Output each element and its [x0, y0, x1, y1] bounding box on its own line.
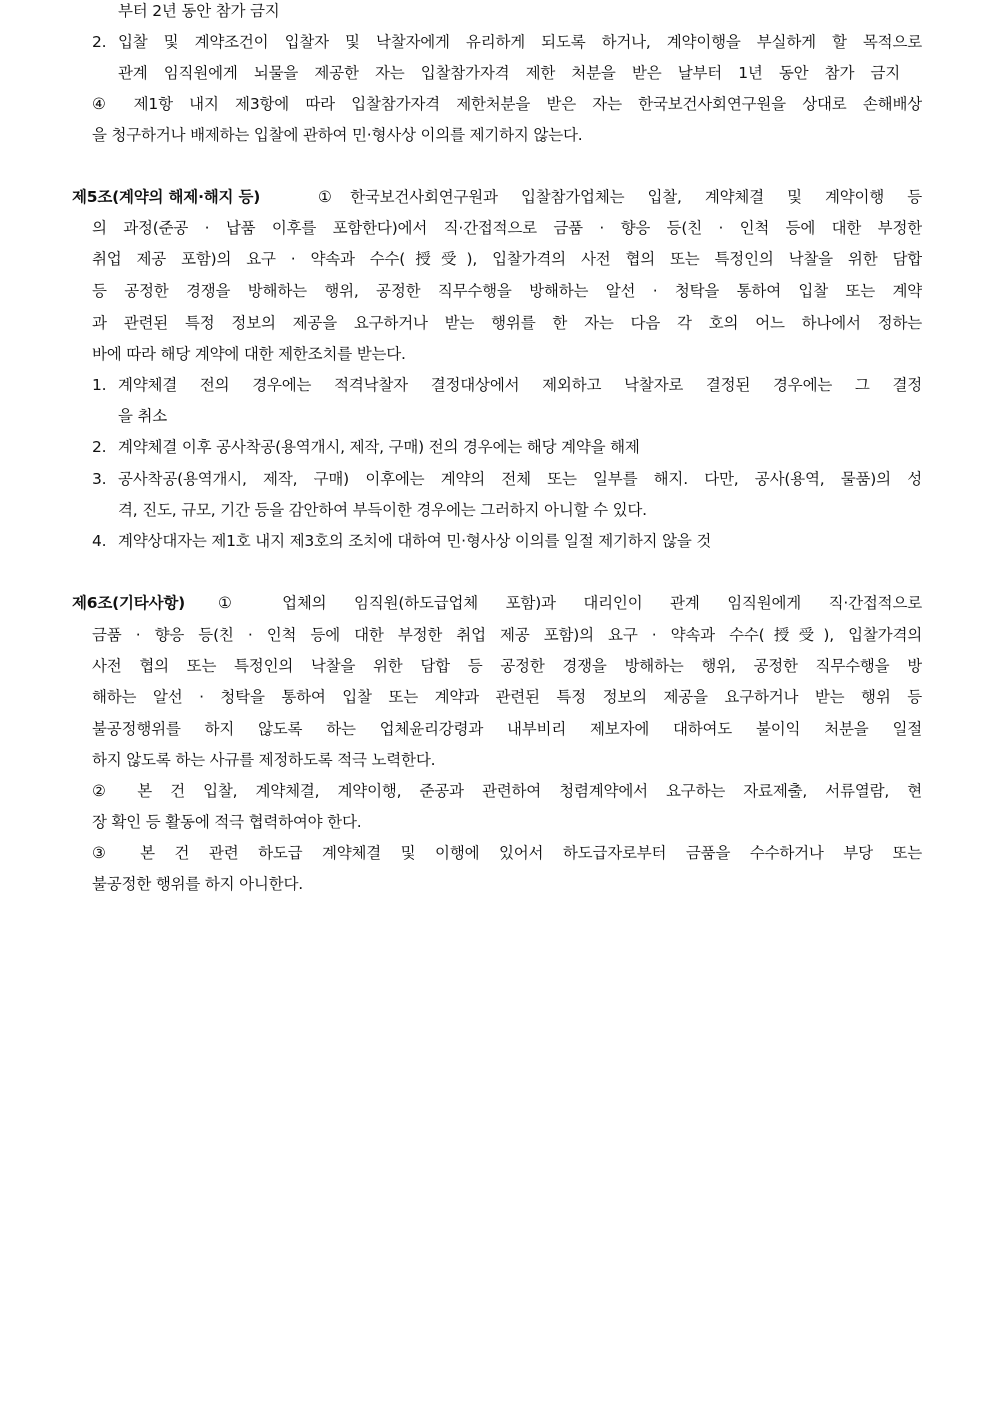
article5-item2-line1: 계약체결 이후 공사착공(용역개시, 제작, 구매) 전의 경우에는 해당 계약을 해제 [118, 438, 640, 456]
article5-item2-number: 2. [92, 438, 107, 456]
article5-item4-line1: 계약상대자는 제1호 내지 제3호의 조치에 대하여 민·형사상 이의를 일절 제기하지 않을 것 [118, 532, 712, 550]
prev-paragraph4-line1: ④ 제1항 내지 제3항에 따라 입찰참가자격 제한처분을 받은 자는 한국보건사회연구원을 상대로 손해배상 [92, 95, 922, 113]
prev-item2-line1: 입찰 및 계약조건이 입찰자 및 낙찰자에게 유리하게 되도록 하거나, 계약이행을 부실하게 할 목적으로 [118, 33, 922, 51]
article5-line6: 바에 따라 해당 계약에 대한 제한조치를 받는다. [92, 345, 406, 363]
article5-line3: 취업 제공 포함)의 요구 · 약속과 수수(授受), 입찰가격의 사전 협의 또는 특정인의 낙찰을 위한 담합 [92, 250, 922, 268]
article5-item1-line1: 계약체결 전의 경우에는 적격낙찰자 결정대상에서 제외하고 낙찰자로 결정된 경우에는 그 결정 [118, 376, 922, 394]
article5-title: 제5조(계약의 해제·해지 등) [72, 188, 261, 206]
article5-line2: 의 과정(준공 · 납품 이후를 포함한다)에서 직·간접적으로 금품 · 향응 등(친 · 인척 등에 대한 부정한 [92, 219, 922, 237]
article6-line2: 금품 · 향응 등(친 · 인척 등에 대한 부정한 취업 제공 포함)의 요구 · 약속과 수수(授受), 입찰가격의 [92, 626, 922, 644]
article6-paragraph3-line2: 불공정한 행위를 하지 아니한다. [92, 875, 303, 893]
article6-paragraph2-line2: 장 확인 등 활동에 적극 협력하여야 한다. [92, 813, 362, 831]
prev-item2-number: 2. [92, 33, 107, 51]
article5-item1-line2: 을 취소 [118, 407, 168, 425]
article5-item4-number: 4. [92, 532, 107, 550]
prev-item2-line2: 관계 임직원에게 뇌물을 제공한 자는 입찰참가자격 제한 처분을 받은 날부터 1년 동안 참가 금지 [118, 64, 900, 82]
article5-line1: ①한국보건사회연구원과 입찰참가업체는 입찰, 계약체결 및 계약이행 등 [318, 188, 922, 206]
article6-line6: 하지 않도록 하는 사규를 제정하도록 적극 노력한다. [92, 751, 436, 769]
article5-line4: 등 공정한 경쟁을 방해하는 행위, 공정한 직무수행을 방해하는 알선 · 청탁을 통하여 입찰 또는 계약 [92, 282, 922, 300]
article5-item3-line2: 격, 진도, 규모, 기간 등을 감안하여 부득이한 경우에는 그러하지 아니할 수 있다. [118, 501, 647, 519]
article6-title: 제6조(기타사항) [72, 594, 185, 612]
article6-paragraph3-line1: ③ 본 건 관련 하도급 계약체결 및 이행에 있어서 하도급자로부터 금품을 수수하거나 부당 또는 [92, 844, 922, 862]
prev-paragraph4-line2: 을 청구하거나 배제하는 입찰에 관하여 민·형사상 이의를 제기하지 않는다. [92, 126, 583, 144]
article6-line1: ① 업체의 임직원(하도급업체 포함)과 대리인이 관계 임직원에게 직·간접적으로 [218, 594, 922, 612]
article6-line5: 불공정행위를 하지 않도록 하는 업체윤리강령과 내부비리 제보자에 대하여도 불이익 처분을 일절 [92, 720, 922, 738]
article5-line5: 과 관련된 특정 정보의 제공을 요구하거나 받는 행위를 한 자는 다음 각 호의 어느 하나에서 정하는 [92, 314, 922, 332]
article5-item3-line1: 공사착공(용역개시, 제작, 구매) 이후에는 계약의 전체 또는 일부를 해지. 다만, 공사(용역, 물품)의 성 [118, 470, 922, 488]
article6-line3: 사전 협의 또는 특정인의 낙찰을 위한 담합 등 공정한 경쟁을 방해하는 행위, 공정한 직무수행을 방 [92, 657, 922, 675]
article5-item1-number: 1. [92, 376, 107, 394]
article6-paragraph2-line1: ② 본 건 입찰, 계약체결, 계약이행, 준공과 관련하여 청렴계약에서 요구하는 자료제출, 서류열람, 현 [92, 782, 922, 800]
prev-item-continuation: 부터 2년 동안 참가 금지 [118, 2, 280, 20]
article5-item3-number: 3. [92, 470, 107, 488]
article6-line4: 해하는 알선 · 청탁을 통하여 입찰 또는 계약과 관련된 특정 정보의 제공을 요구하거나 받는 행위 등 [92, 688, 922, 706]
